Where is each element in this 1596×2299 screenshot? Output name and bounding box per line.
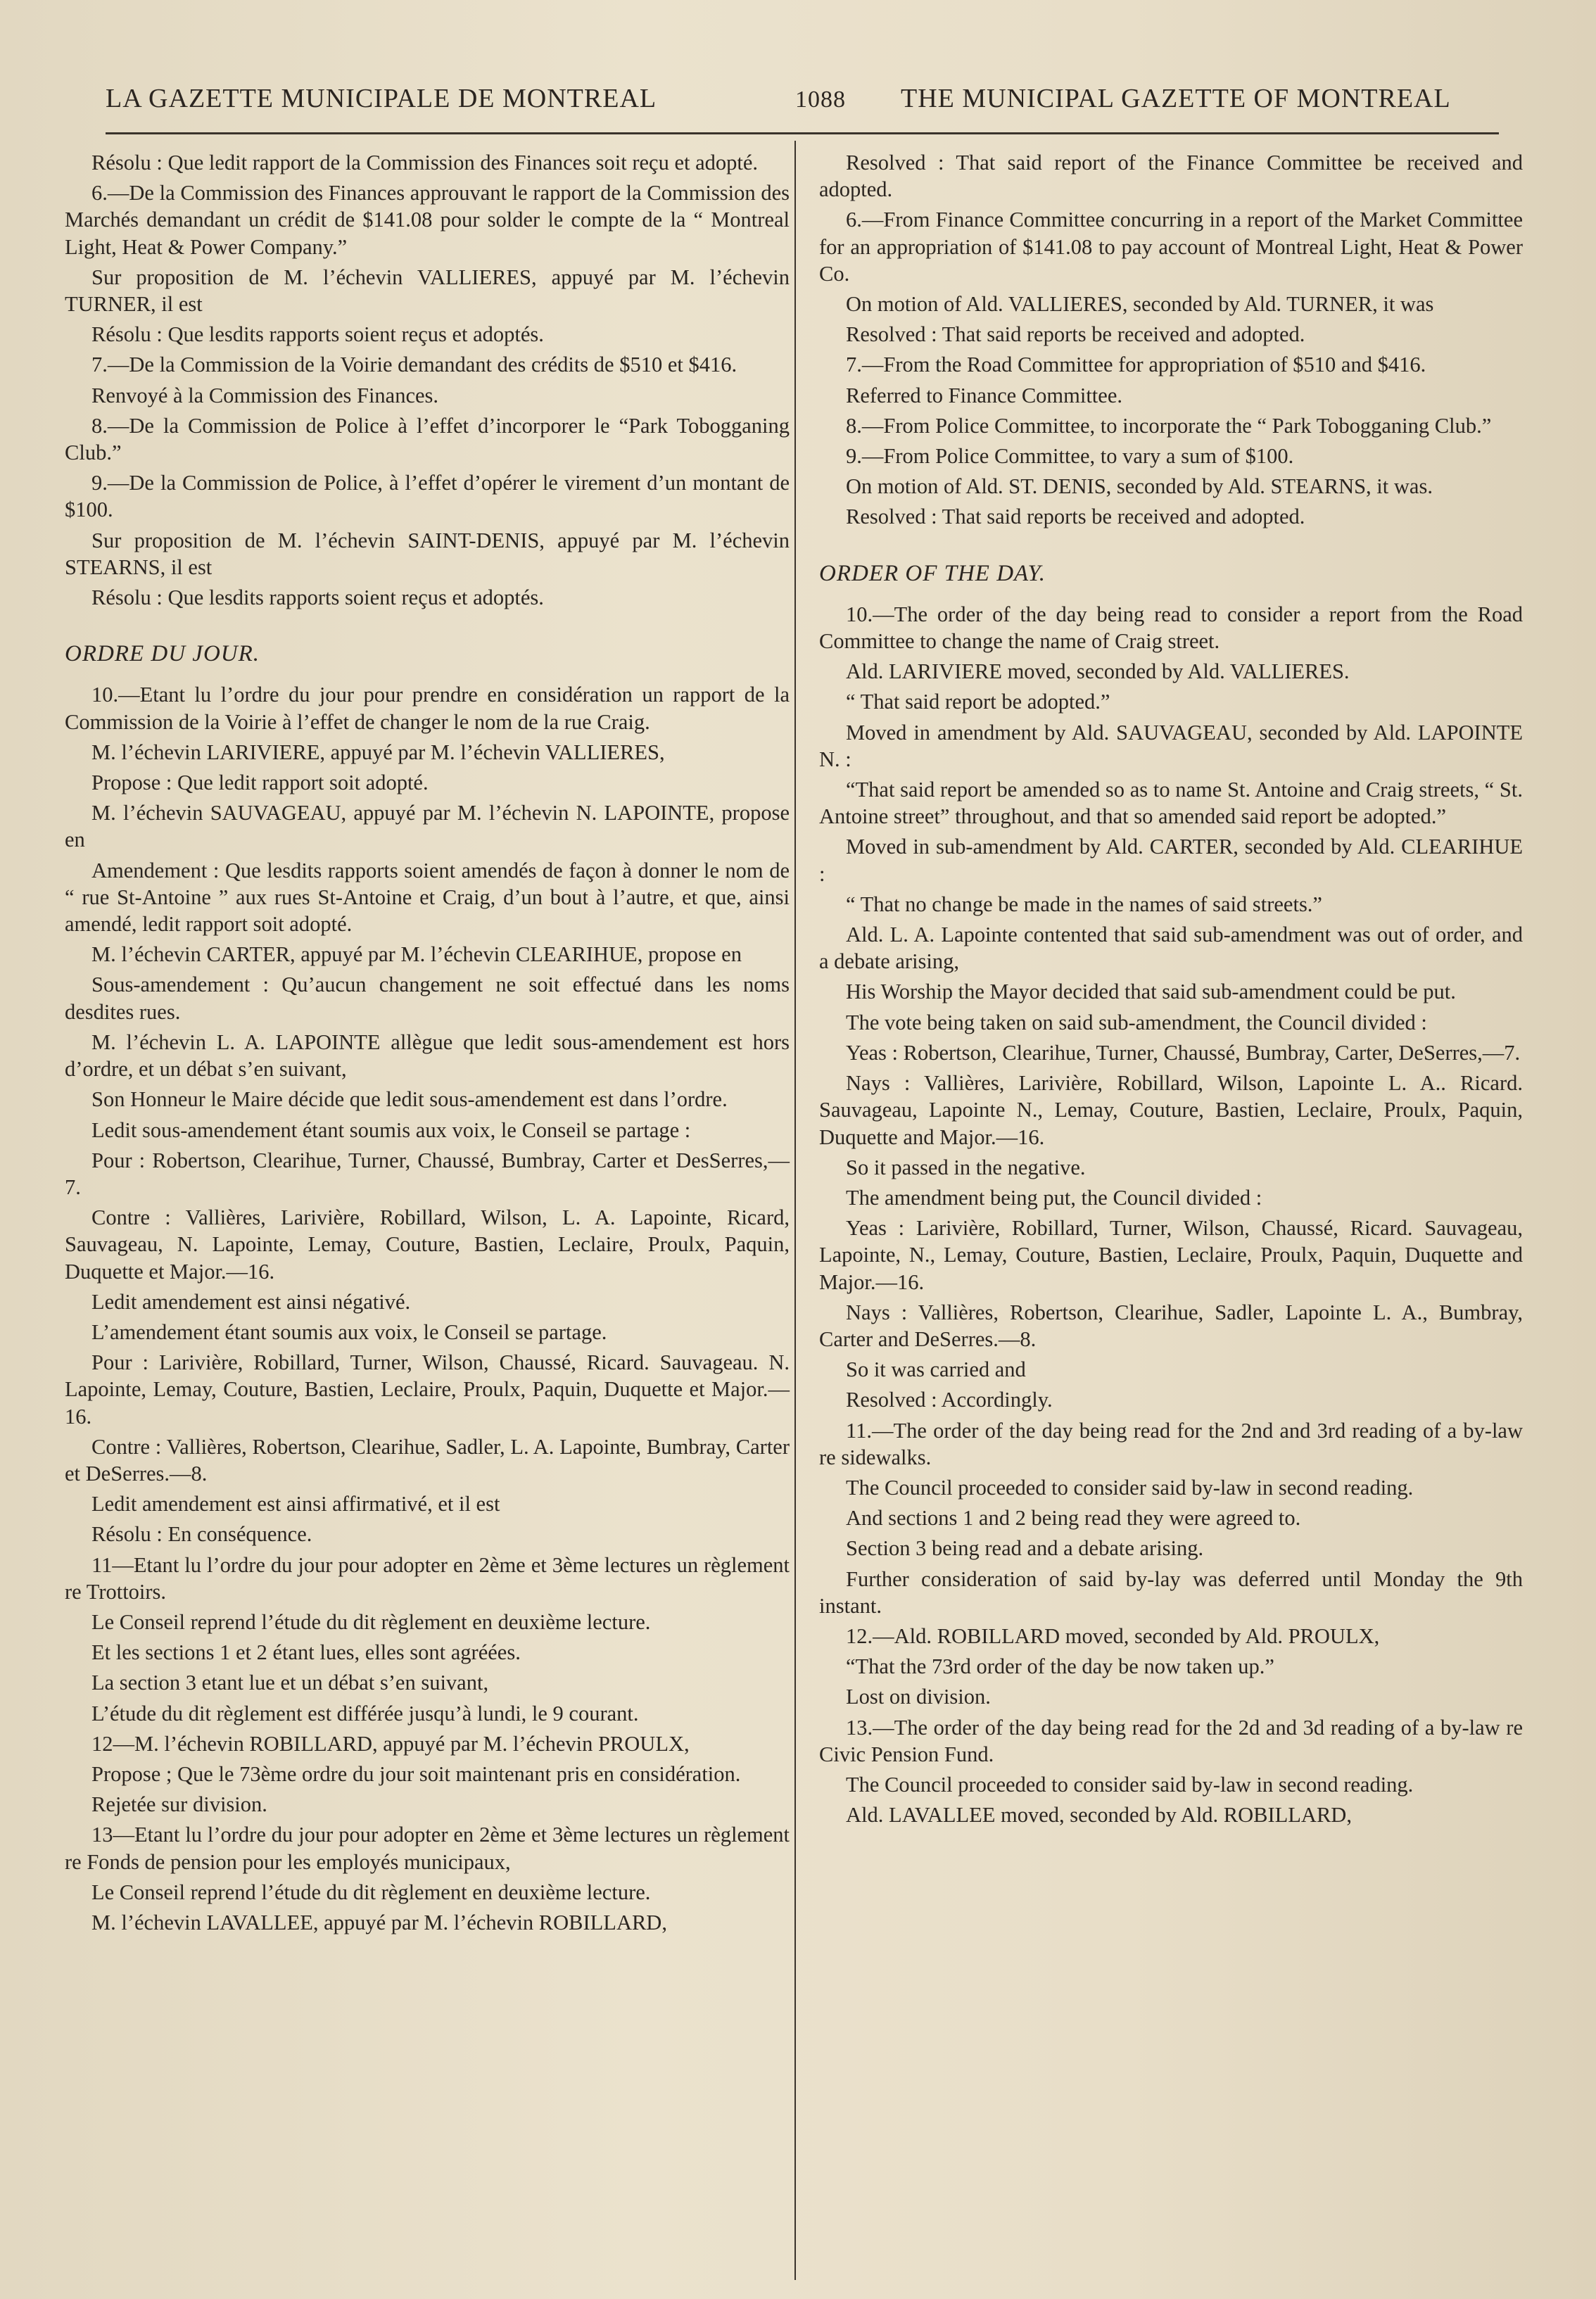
paragraph: Renvoyé à la Commission des Finances. (91, 383, 439, 407)
paragraph: L’étude du dit règlement est différée jusqu’à lundi, le 9 courant. (91, 1701, 639, 1725)
paragraph: 7.—From the Road Committee for appropriation of $510 and $416. (846, 353, 1426, 377)
paragraph: Résolu : Que lesdits rapports soient reçus et adoptés. (91, 585, 544, 610)
paragraph: The vote being taken on said sub-amendment, the Council divided : (846, 1010, 1427, 1034)
paragraph: Ald. LARIVIERE moved, seconded by Ald. VALLIERES. (846, 659, 1350, 684)
paragraph: Ledit sous-amendement étant soumis aux voix, le Conseil se partage : (91, 1117, 691, 1142)
paragraph: Propose ; Que le 73ème ordre du jour soit maintenant pris en considération. (91, 1761, 741, 1786)
paragraph: Resolved : That said reports be received and adopted. (846, 505, 1305, 529)
paragraph: Section 3 being read and a debate arising. (846, 1536, 1204, 1561)
french-title: LA GAZETTE MUNICIPALE DE MONTREAL (106, 84, 657, 113)
paragraph: Ledit amendement est ainsi négativé. (91, 1289, 411, 1314)
paragraph: The Council proceeded to consider said by-law in second reading. (846, 1772, 1414, 1797)
paragraph: The amendment being put, the Council divided : (846, 1185, 1262, 1210)
paragraph: Son Honneur le Maire décide que ledit sous-amendement est dans l’ordre. (91, 1087, 728, 1112)
paragraph: 13.—The order of the day being read for the 2d and 3d reading of a by-law re Civic Pension Fund. (819, 1715, 1523, 1766)
paragraph: Rejetée sur division. (91, 1792, 267, 1817)
paragraph: Resolved : That said reports be received and adopted. (846, 322, 1305, 347)
paragraph: 9.—De la Commission de Police, à l’effet d’opérer le virement d’un montant de $100. (65, 471, 790, 522)
paragraph: Résolu : En conséquence. (91, 1522, 312, 1547)
paragraph: 8.—From Police Committee, to incorporate the “ Park Tobogganing Club.” (846, 413, 1492, 438)
paragraph: 6.—From Finance Committee concurring in a report of the Market Committee for an appropriation of $141.08 to pay account of Montreal Light, Heat & Power Co. (819, 208, 1523, 286)
paragraph: 8.—De la Commission de Police à l’effet d’incorporer le “Park Tobogganing Club.” (65, 413, 790, 465)
paragraph: M. l’échevin LARIVIERE, appuyé par M. l’échevin VALLIERES, (91, 740, 665, 764)
paragraph: Ledit amendement est ainsi affirmativé, et il est (91, 1492, 500, 1516)
paragraph: And sections 1 and 2 being read they were agreed to. (846, 1506, 1301, 1531)
paragraph: M. l’échevin L. A. LAPOINTE allègue que ledit sous-amendement est hors d’ordre, et un débat s’en suivant, (65, 1030, 790, 1082)
paragraph: Sur proposition de M. l’échevin SAINT-DENIS, appuyé par M. l’échevin STEARNS, il est (65, 528, 790, 579)
paragraph: 11.—The order of the day being read for the 2nd and 3rd reading of a by-law re sidewalks. (819, 1418, 1523, 1469)
page-number: 1088 (795, 87, 846, 113)
french-column (65, 149, 790, 1939)
paragraph: Yeas : Larivière, Robillard, Turner, Wilson, Chaussé, Ricard. Sauvageau, Lapointe, N., Lemay, Couture, Bastien, Leclaire, Proulx, Paquin, Duquette and Major.—16. (819, 1216, 1523, 1294)
paragraph: Sur proposition de M. l’échevin VALLIERES, appuyé par M. l’échevin TURNER, il est (65, 265, 790, 317)
paragraph: Further consideration of said by-lay was deferred until Monday the 9th instant. (819, 1566, 1523, 1618)
paragraph: Résolu : Que ledit rapport de la Commission des Finances soit reçu et adopté. (91, 151, 759, 175)
paragraph: Lost on division. (846, 1685, 991, 1709)
paragraph: Contre : Vallières, Larivière, Robillard, Wilson, L. A. Lapointe, Ricard, Sauvageau, N. Lapointe, Lemay, Couture, Bastien, Leclaire, Proulx, Paquin, Duquette et Major.—16. (65, 1205, 790, 1284)
paragraph: Amendement : Que lesdits rapports soient amendés de façon à donner le nom de “ rue St-Antoine ” aux rues St-Antoine et Craig, d’un bout à l’autre, et que, ainsi amendé, ledit rapport soit adopté. (65, 858, 790, 937)
paragraph: 10.—Etant lu l’ordre du jour pour prendre en considération un rapport de la Commission de la Voirie à l’effet de changer le nom de la rue Craig. (65, 683, 790, 734)
english-title: THE MUNICIPAL GAZETTE OF MONTREAL (901, 84, 1451, 113)
paragraph: Moved in amendment by Ald. SAUVAGEAU, seconded by Ald. LAPOINTE N. : (819, 720, 1523, 771)
french-section-title: ORDRE DU JOUR. (65, 641, 260, 667)
paragraph: L’amendement étant soumis aux voix, le Conseil se partage. (91, 1319, 607, 1344)
paragraph: 6.—De la Commission des Finances approuvant le rapport de la Commission des Marchés demandant un crédit de $141.08 pour solder le compte de la “ Montreal Light, Heat & Power Company.” (65, 181, 790, 259)
french-minutes-after (65, 681, 790, 1936)
paragraph: 10.—The order of the day being read to consider a report from the Road Committee to change the name of Craig street. (819, 602, 1523, 654)
paragraph: So it passed in the negative. (846, 1155, 1086, 1179)
paragraph: Resolved : Accordingly. (846, 1388, 1053, 1412)
paragraph: “That said report be amended so as to name St. Antoine and Craig streets, “ St. Antoine street” throughout, and that so amended said report be adopted.” (819, 778, 1523, 829)
french-minutes-before (65, 149, 790, 611)
paragraph: “That the 73rd order of the day be now taken up.” (846, 1654, 1274, 1679)
paragraph: 13—Etant lu l’ordre du jour pour adopter en 2ème et 3ème lectures un règlement re Fonds de pension pour les employés municipaux, (65, 1823, 790, 1874)
paragraph: 12.—Ald. ROBILLARD moved, seconded by Ald. PROULX, (846, 1623, 1380, 1648)
paragraph: Ald. LAVALLEE moved, seconded by Ald. ROBILLARD, (846, 1803, 1352, 1828)
english-section-title: ORDER OF THE DAY. (819, 560, 1046, 586)
paragraph: M. l’échevin CARTER, appuyé par M. l’échevin CLEARIHUE, propose en (91, 942, 742, 967)
paragraph: 11—Etant lu l’ordre du jour pour adopter en 2ème et 3ème lectures un règlement re Trottoirs. (65, 1552, 790, 1604)
paragraph: Ald. L. A. Lapointe contented that said sub-amendment was out of order, and a debate arising, (819, 923, 1523, 974)
page-header (106, 83, 1492, 125)
paragraph: La section 3 etant lue et un débat s’en suivant, (91, 1671, 489, 1695)
paragraph: Resolved : That said report of the Finance Committee be received and adopted. (819, 151, 1523, 202)
paragraph: On motion of Ald. VALLIERES, seconded by Ald. TURNER, it was (846, 292, 1434, 317)
paragraph: His Worship the Mayor decided that said sub-amendment could be put. (846, 980, 1456, 1004)
paragraph: So it was carried and (846, 1357, 1026, 1382)
paragraph: “ That no change be made in the names of said streets.” (846, 892, 1322, 916)
paragraph: Nays : Vallières, Larivière, Robillard, Wilson, Lapointe L. A.. Ricard. Sauvageau, Lapointe N., Lemay, Couture, Bastien, Leclaire, Proulx, Paquin, Duquette and Major.—16. (819, 1071, 1523, 1149)
paragraph: On motion of Ald. ST. DENIS, seconded by Ald. STEARNS, it was. (846, 474, 1433, 499)
paragraph: “ That said report be adopted.” (846, 690, 1110, 714)
english-minutes-before (819, 149, 1523, 531)
paragraph: Et les sections 1 et 2 étant lues, elles sont agréées. (91, 1640, 521, 1665)
paragraph: Pour : Larivière, Robillard, Turner, Wilson, Chaussé, Ricard. Sauvageau. N. Lapointe, Lemay, Couture, Bastien, Leclaire, Proulx, Paquin, Duquette et Major.—16. (65, 1350, 790, 1429)
paragraph: M. l’échevin SAUVAGEAU, appuyé par M. l’échevin N. LAPOINTE, propose en (65, 801, 790, 852)
paragraph: Pour : Robertson, Clearihue, Turner, Chaussé, Bumbray, Carter et DesSerres,—7. (65, 1148, 790, 1199)
paragraph: 12—M. l’échevin ROBILLARD, appuyé par M. l’échevin PROULX, (91, 1731, 690, 1756)
paragraph: Le Conseil reprend l’étude du dit règlement en deuxième lecture. (91, 1609, 651, 1634)
header-rule (106, 132, 1499, 134)
english-column (819, 149, 1523, 1832)
paragraph: Contre : Vallières, Robertson, Clearihue, Sadler, L. A. Lapointe, Bumbray, Carter et DeSerres.—8. (65, 1434, 790, 1486)
paragraph: Résolu : Que lesdits rapports soient reçus et adoptés. (91, 322, 544, 347)
paragraph: 7.—De la Commission de la Voirie demandant des crédits de $510 et $416. (91, 353, 737, 377)
paragraph: Moved in sub-amendment by Ald. CARTER, seconded by Ald. CLEARIHUE : (819, 835, 1523, 886)
column-divider (794, 141, 796, 2280)
paragraph: Nays : Vallières, Robertson, Clearihue, Sadler, Lapointe L. A., Bumbray, Carter and DeSerres.—8. (819, 1300, 1523, 1351)
paragraph: Referred to Finance Committee. (846, 383, 1122, 407)
paragraph: The Council proceeded to consider said by-law in second reading. (846, 1475, 1414, 1500)
paragraph: M. l’échevin LAVALLEE, appuyé par M. l’échevin ROBILLARD, (91, 1910, 667, 1934)
paragraph: Yeas : Robertson, Clearihue, Turner, Chaussé, Bumbray, Carter, DeSerres,—7. (846, 1040, 1521, 1065)
paragraph: Propose : Que ledit rapport soit adopté. (91, 771, 429, 795)
paragraph: 9.—From Police Committee, to vary a sum of $100. (846, 444, 1294, 469)
english-minutes-after (819, 601, 1523, 1829)
paragraph: Le Conseil reprend l’étude du dit règlement en deuxième lecture. (91, 1880, 651, 1904)
paragraph: Sous-amendement : Qu’aucun changement ne soit effectué dans les noms desdites rues. (65, 973, 790, 1024)
